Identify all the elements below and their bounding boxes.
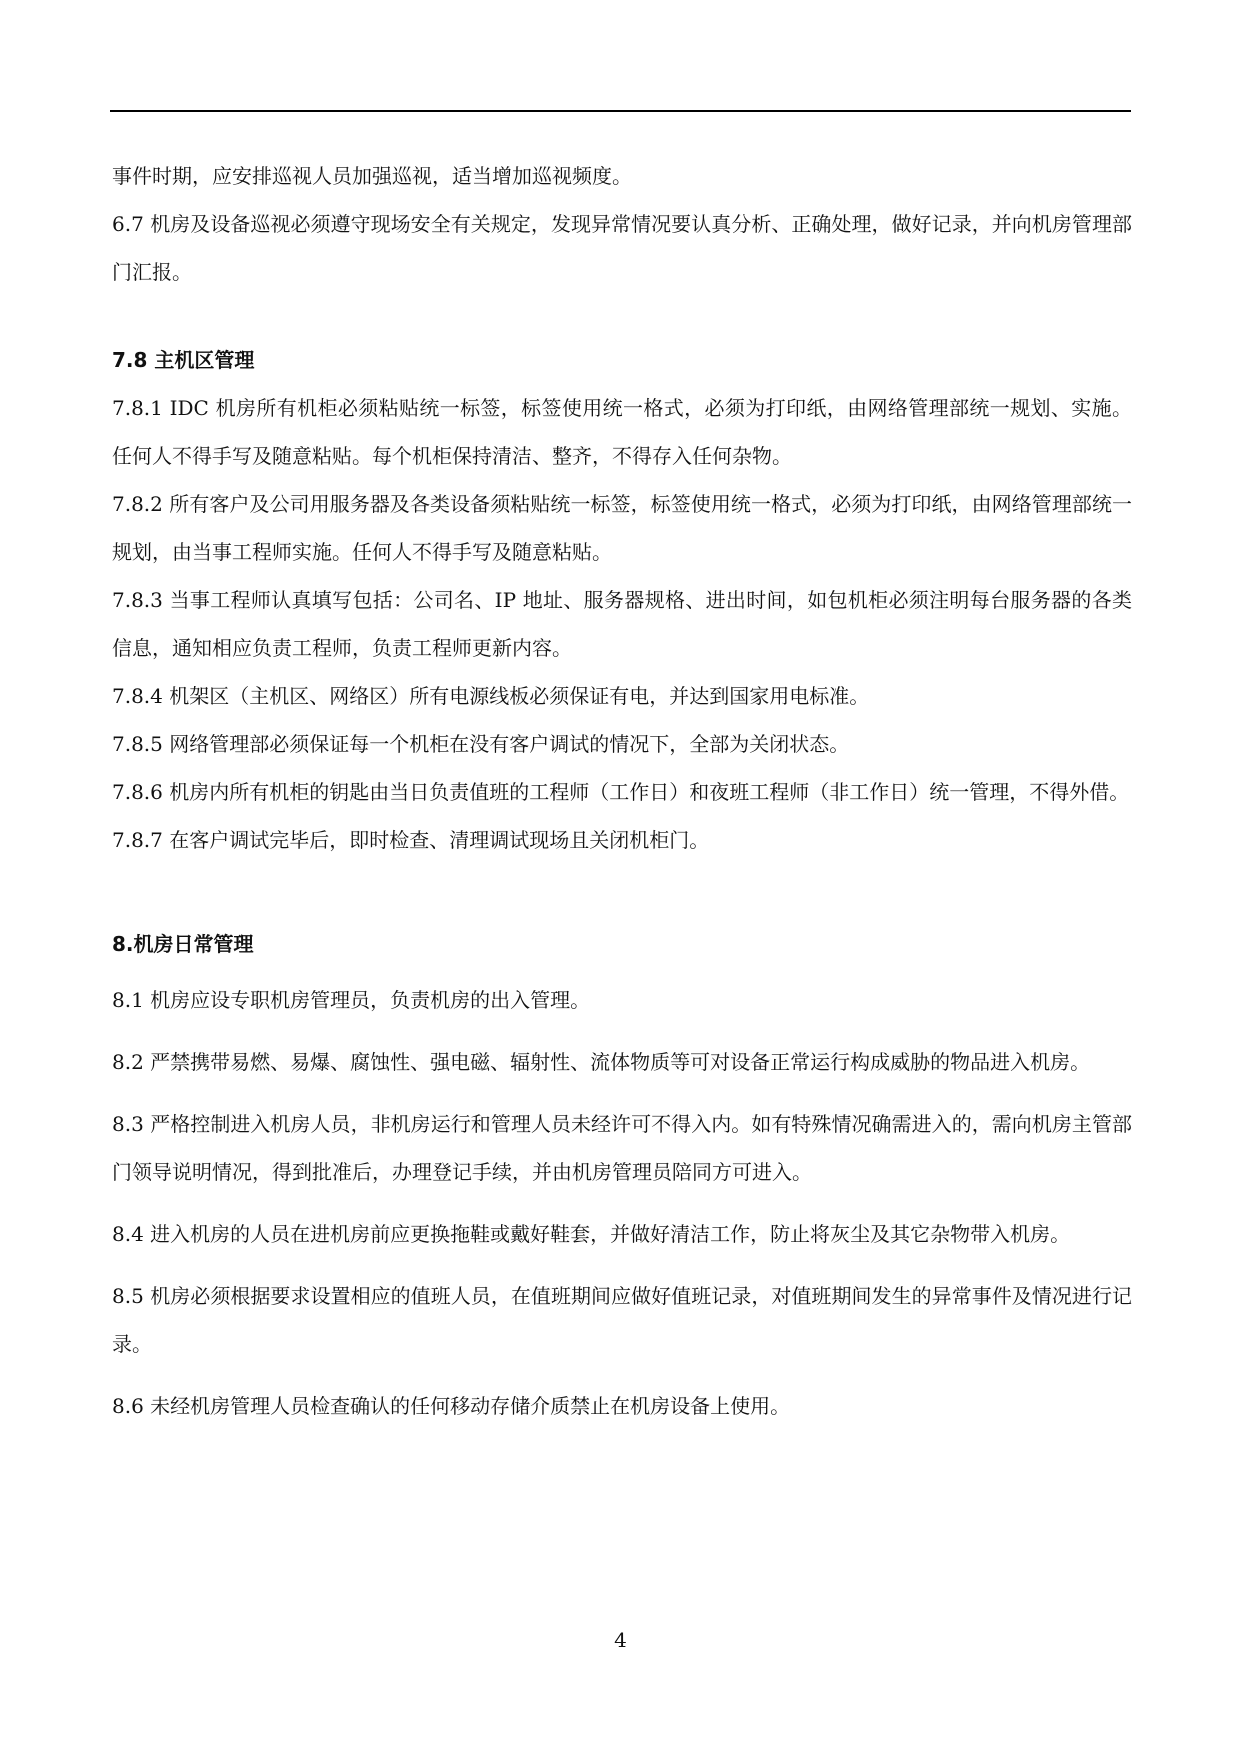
- clause-8-4: 8.4 进入机房的人员在进机房前应更换拖鞋或戴好鞋套，并做好清洁工作，防止将灰尘及其它杂物带入机房。: [112, 1222, 1071, 1246]
- clause-7-8-5: 7.8.5 网络管理部必须保证每一个机柜在没有客户调试的情况下，全部为关闭状态。: [112, 732, 850, 756]
- clause-8-1: 8.1 机房应设专职机房管理员，负责机房的出入管理。: [112, 988, 591, 1012]
- clause-7-8-2: 7.8.2 所有客户及公司用服务器及各类设备须粘贴统一标签，标签使用统一格式，必须为打印纸，由网络管理部统一规划，由当事工程师实施。任何人不得手写及随意粘贴。: [112, 492, 1132, 564]
- header-rule: [110, 110, 1131, 112]
- paragraph-6-continuation: 事件时期，应安排巡视人员加强巡视，适当增加巡视频度。: [112, 164, 632, 188]
- clause-8-5: 8.5 机房必须根据要求设置相应的值班人员，在值班期间应做好值班记录，对值班期间发生的异常事件及情况进行记录。: [112, 1284, 1132, 1356]
- paragraph-6-7: 6.7 机房及设备巡视必须遵守现场安全有关规定，发现异常情况要认真分析、正确处理，做好记录，并向机房管理部门汇报。: [112, 212, 1132, 284]
- clause-8-2: 8.2 严禁携带易燃、易爆、腐蚀性、强电磁、辐射性、流体物质等可对设备正常运行构成威胁的物品进入机房。: [112, 1050, 1091, 1074]
- section-heading-7-8: 7.8 主机区管理: [112, 348, 255, 372]
- clause-7-8-4: 7.8.4 机架区（主机区、网络区）所有电源线板必须保证有电，并达到国家用电标准。: [112, 684, 870, 708]
- clause-7-8-7: 7.8.7 在客户调试完毕后，即时检查、清理调试现场且关闭机柜门。: [112, 828, 710, 852]
- clause-7-8-3: 7.8.3 当事工程师认真填写包括：公司名、IP 地址、服务器规格、进出时间，如包机柜必须注明每台服务器的各类信息，通知相应负责工程师，负责工程师更新内容。: [112, 588, 1132, 660]
- clause-7-8-1: 7.8.1 IDC 机房所有机柜必须粘贴统一标签，标签使用统一格式，必须为打印纸，由网络管理部统一规划、实施。任何人不得手写及随意粘贴。每个机柜保持清洁、整齐，不得存入任何杂物。: [112, 396, 1132, 468]
- document-body: [112, 152, 1132, 1430]
- clause-8-3: 8.3 严格控制进入机房人员，非机房运行和管理人员未经许可不得入内。如有特殊情况确需进入的，需向机房主管部门领导说明情况，得到批准后，办理登记手续，并由机房管理员陪同方可进入。: [112, 1112, 1132, 1184]
- section-heading-8: 8.机房日常管理: [112, 932, 254, 956]
- page-number: 4: [614, 1628, 627, 1652]
- clause-7-8-6: 7.8.6 机房内所有机柜的钥匙由当日负责值班的工程师（工作日）和夜班工程师（非工作日）统一管理，不得外借。: [112, 780, 1130, 804]
- clause-8-6: 8.6 未经机房管理人员检查确认的任何移动存储介质禁止在机房设备上使用。: [112, 1394, 791, 1418]
